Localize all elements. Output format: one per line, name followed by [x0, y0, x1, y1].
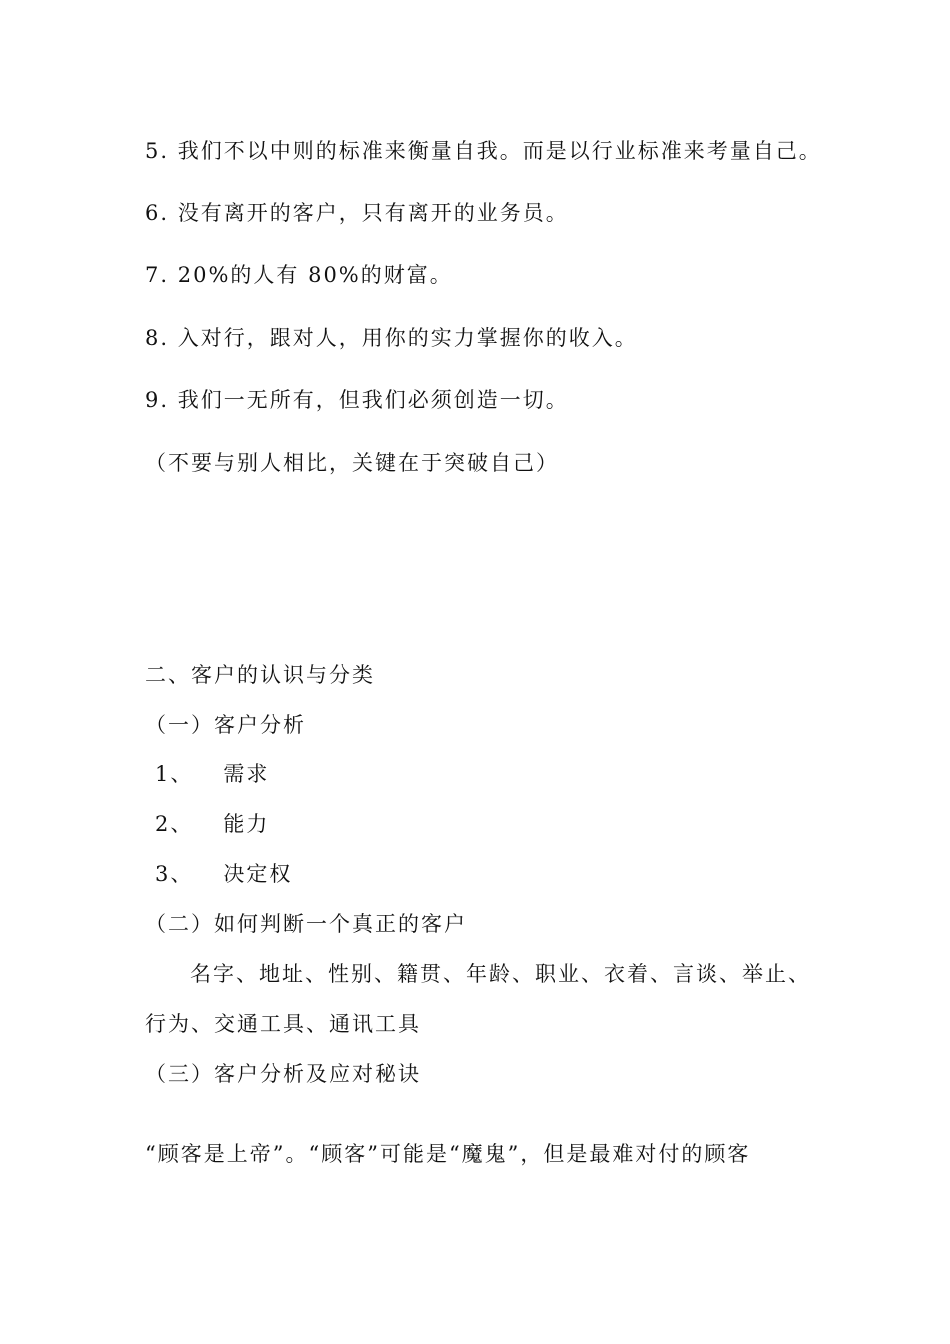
item-text: 我们一无所有，但我们必须创造一切。: [177, 388, 569, 412]
subsection-heading-3: （三）客户分析及应对秘诀: [145, 1062, 421, 1086]
item-number: 6.: [145, 201, 170, 225]
paragraph-quote: “顾客是上帝”。“顾客”可能是“魔鬼”，但是最难对付的顾客: [145, 1142, 751, 1166]
principles-note: （不要与别人相比，关键在于突破自己）: [145, 451, 559, 475]
principle-item-6: [145, 200, 569, 226]
item-text: 没有离开的客户，只有离开的业务员。: [177, 201, 569, 225]
section-heading: 二、客户的认识与分类: [145, 663, 375, 687]
item-text: 我们不以中则的标准来衡量自我。而是以行业标准来考量自己。: [177, 139, 822, 163]
item-number: 2、: [155, 812, 194, 836]
item-text: 能力: [223, 812, 270, 836]
analysis-item-1: [155, 761, 269, 787]
principle-item-8: [145, 325, 638, 351]
subsection-heading-2: （二）如何判断一个真正的客户: [145, 912, 467, 936]
subsection-heading-1: （一）客户分析: [145, 713, 306, 737]
principle-item-7: [145, 262, 453, 288]
analysis-item-3: [155, 861, 292, 887]
item-text: 入对行，跟对人，用你的实力掌握你的收入。: [177, 326, 638, 350]
paragraph-line-1: 名字、地址、性别、籍贯、年龄、职业、衣着、言谈、举止、: [190, 962, 811, 986]
item-text: 决定权: [223, 862, 293, 886]
item-text: 20%的人有 80%的财富。: [177, 263, 453, 287]
item-number: 1、: [155, 762, 194, 786]
item-number: 8.: [145, 326, 170, 350]
paragraph-line-2: 行为、交通工具、通讯工具: [145, 1012, 421, 1036]
item-number: 3、: [155, 862, 194, 886]
analysis-item-2: [155, 811, 269, 837]
item-number: 7.: [145, 263, 170, 287]
item-number: 5.: [145, 139, 170, 163]
principle-item-9: [145, 387, 569, 413]
item-number: 9.: [145, 388, 170, 412]
item-text: 需求: [223, 762, 270, 786]
principle-item-5: [145, 138, 822, 164]
